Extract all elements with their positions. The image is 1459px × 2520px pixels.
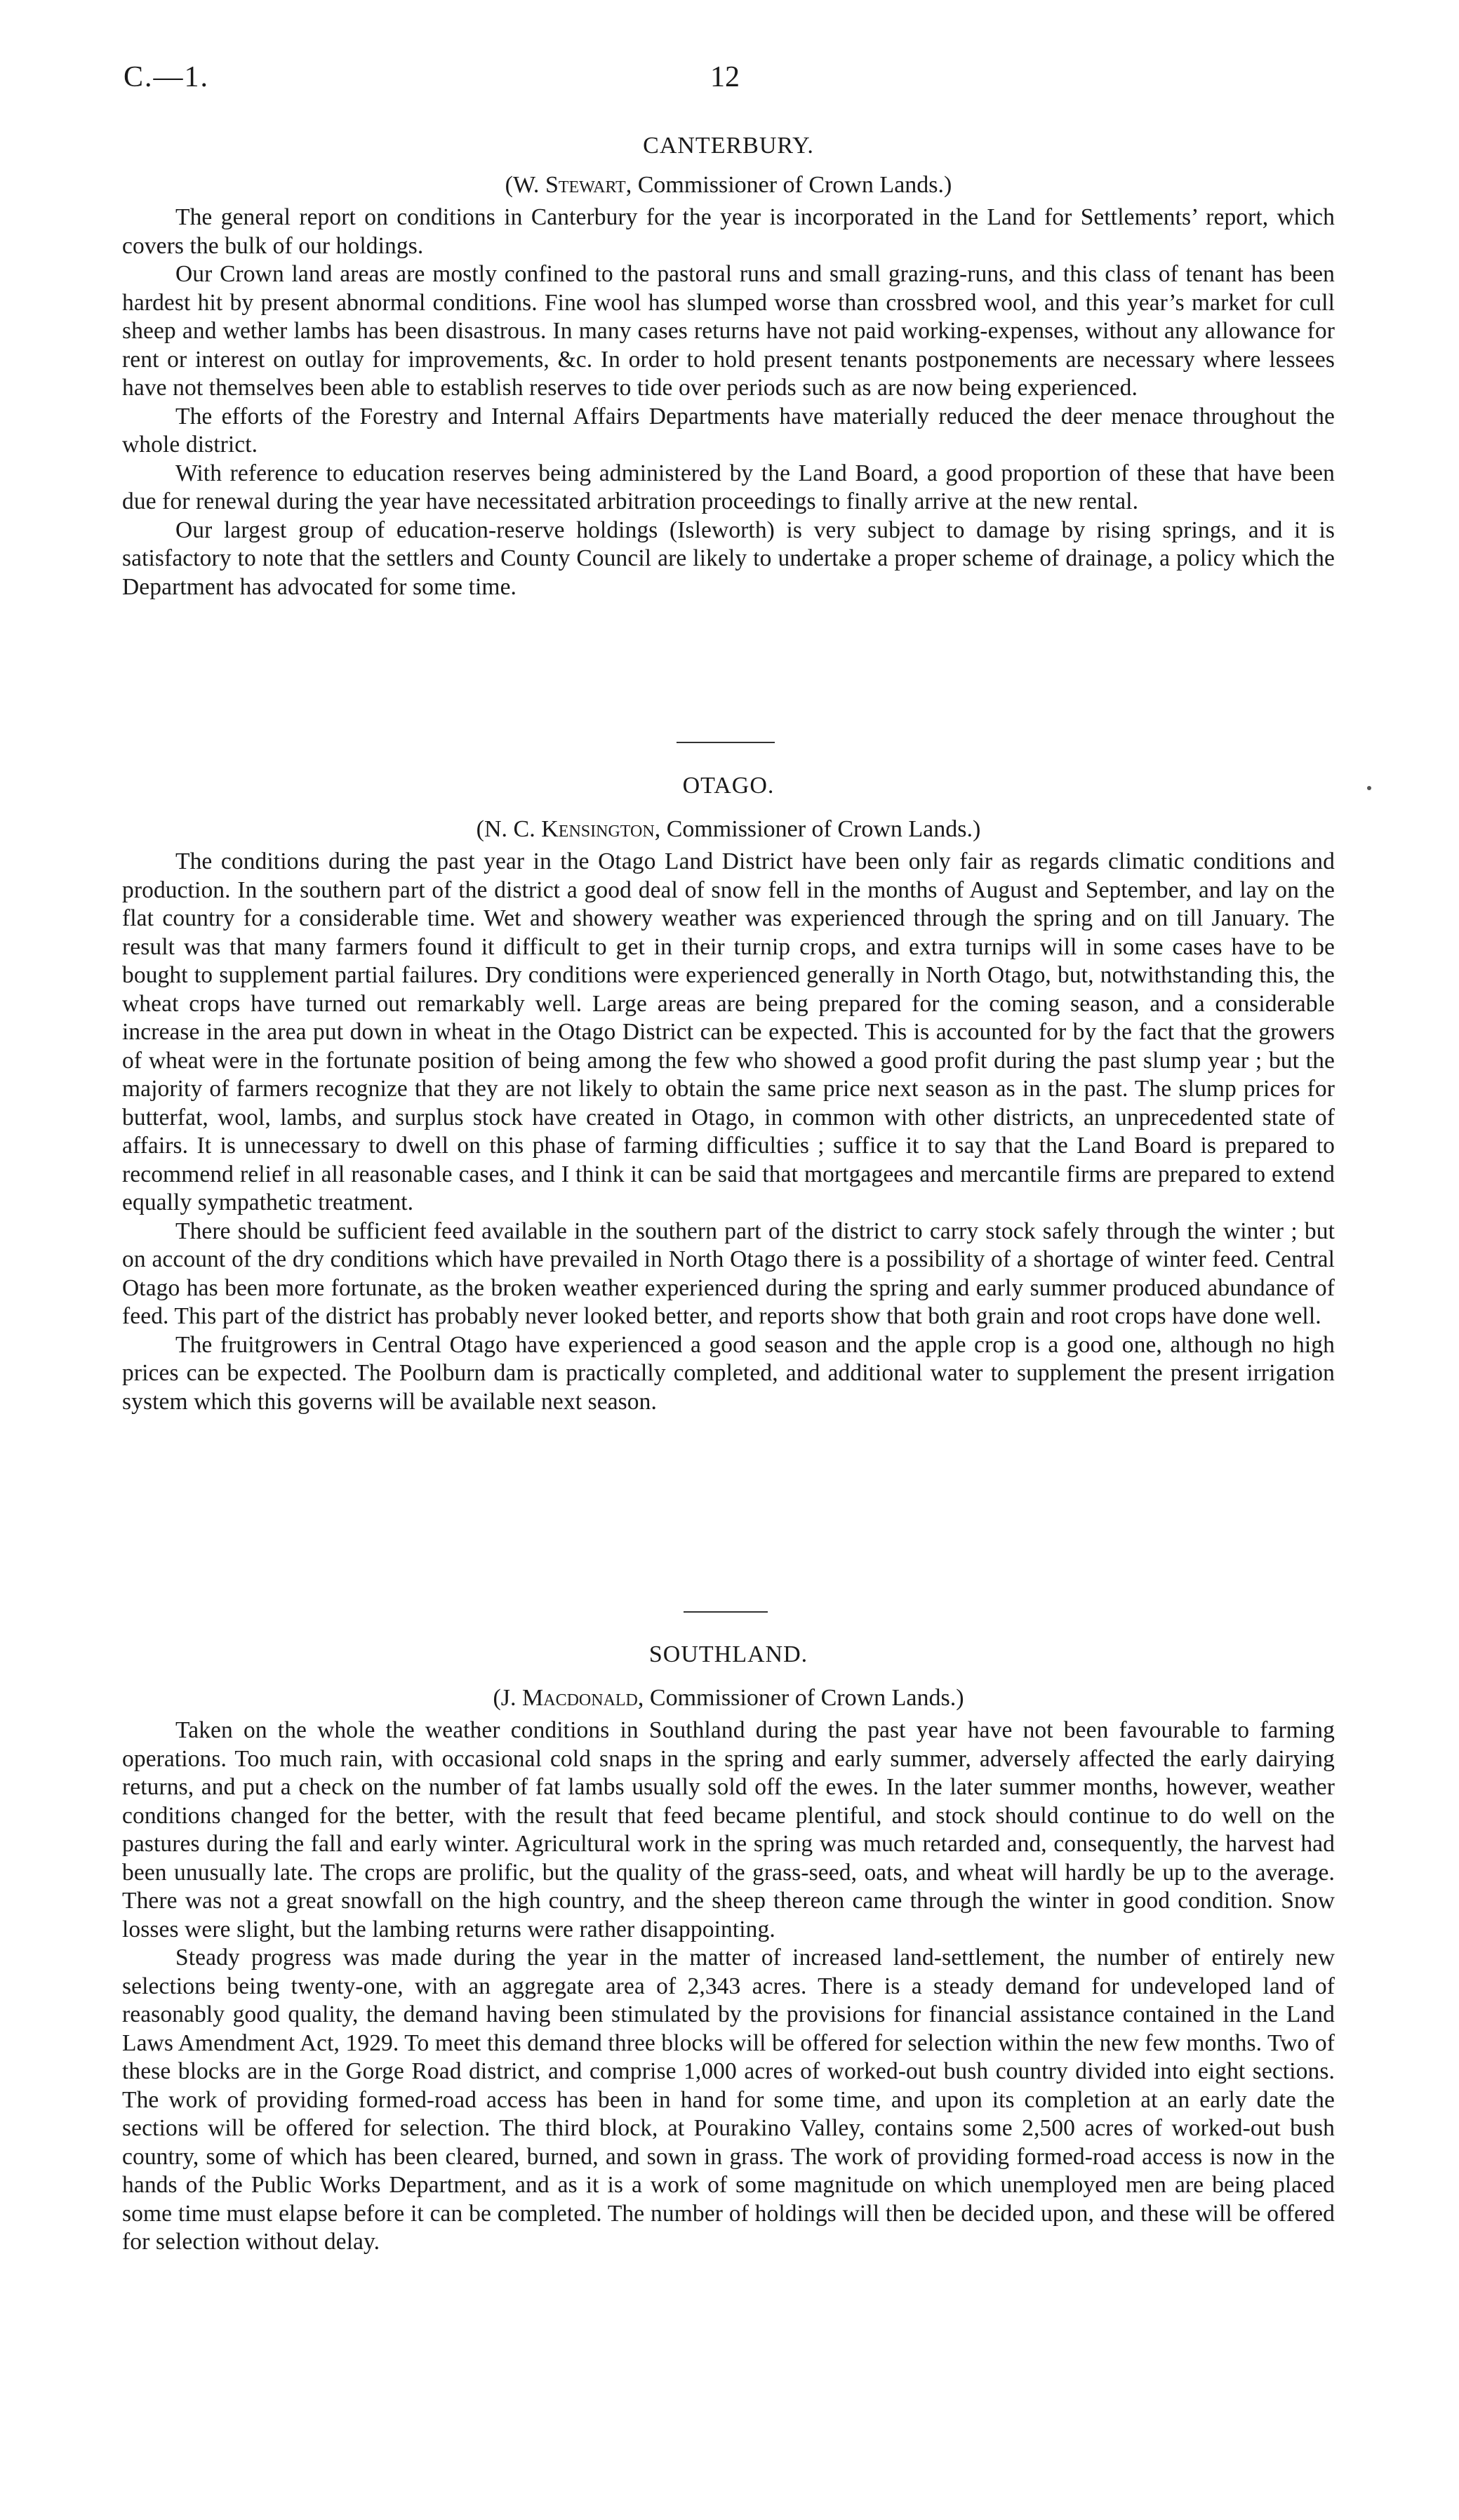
commissioner-line-southland xyxy=(122,1683,1335,1714)
commissioner-open: (N. C. xyxy=(476,816,542,842)
paragraph: Our largest group of education-reserve holdings (Isleworth) is very subject to damage by rising springs, and it is satisfactory to note that the settlers and County Council are likely to undertake a proper scheme of drainage, a policy which the Department has advocated for some time. xyxy=(122,516,1335,600)
paragraph: The general report on conditions in Canterbury for the year is incorporated in the Land for Settlements’ report, which covers the bulk of our holdings. xyxy=(122,204,1335,259)
commissioner-line-canterbury xyxy=(122,170,1335,201)
commissioner-open: (J. xyxy=(493,1685,522,1711)
paragraph: There should be sufficient feed available in the southern part of the district to carry stock safely through the winter ; but on account of the dry conditions which have prevailed in North Otago there is a possibility of a shortage of winter feed. Central Otago has been more fortunate, as the broken weather experienced during the spring and early summer produced abundance of feed. This part of the district has probably never looked better, and reports show that both grain and root crops have done well. xyxy=(122,1218,1335,1329)
paragraph: The efforts of the Forestry and Internal Affairs Departments have materially reduced the deer menace throughout the whole district. xyxy=(122,403,1335,458)
page-number: 12 xyxy=(710,61,740,93)
paragraph: Our Crown land areas are mostly confined to the pastoral runs and small grazing-runs, and this class of tenant has been hardest hit by present abnormal conditions. Fine wool has slumped worse than crossbred wool, and this year’s market for cull sheep and wether lambs has been disastrous. In many cases returns have not paid working-expenses, without any allowance for rent or interest on outlay for improvements, &c. In order to hold present tenants postponements are necessary where lessees have not themselves been able to establish reserves to tide over periods such as are now being experienced. xyxy=(122,261,1335,401)
commissioner-name: Stewart xyxy=(545,172,626,198)
paragraph: With reference to education reserves being administered by the Land Board, a good proportion of these that have been due for renewal during the year have necessitated arbitration proceedings to finally arrive at the new rental. xyxy=(122,460,1335,514)
section-divider xyxy=(677,742,775,743)
commissioner-line-otago xyxy=(122,814,1335,845)
commissioner-name: Kensington xyxy=(541,816,655,842)
section-title-canterbury: CANTERBURY. xyxy=(643,133,814,159)
paragraph: Taken on the whole the weather conditions in Southland during the past year have not been favourable to farming operations. Too much rain, with occasional cold snaps in the spring and early summer, adversely affected the early dairying returns, and put a check on the number of fat lambs usually sold off the ewes. In the later summer months, however, weather conditions changed for the better, with the result that feed became plentiful, and stock should continue to do well on the pastures during the fall and early winter. Agricultural work in the spring was much retarded and, consequently, the harvest had been unusually late. The crops are prolific, but the quality of the grass-seed, oats, and wheat will hardly be up to the average. There was not a great snowfall on the high country, and the sheep thereon came through the winter in good condition. Snow losses were slight, but the lambing returns were rather disappointing. xyxy=(122,1717,1335,1942)
southland-section xyxy=(122,1639,1335,2257)
paragraph: The conditions during the past year in the Otago Land District have been only fair as regards climatic conditions and production. In the southern part of the district a good deal of snow fell in the months of August and September, and lay on the flat country for a considerable time. Wet and showery weather was experienced through the spring and on till January. The result was that many farmers found it difficult to get in their turnip crops, and extra turnips will in some cases have to be bought to supplement partial failures. Dry conditions were experienced generally in North Otago, but, notwithstanding this, the wheat crops have turned out remarkably well. Large areas are being prepared for the coming season, and a considerable increase in the area put down in wheat in the Otago District can be expected. This is accounted for by the fact that the growers of wheat were in the fortunate position of being among the few who showed a good profit during the past slump year ; but the majority of farmers recognize that they are not likely to obtain the same price next season as in the past. The slump prices for butterfat, wool, lambs, and surplus stock have created in Otago, in common with other districts, an unprecedented state of affairs. It is unnecessary to dwell on this phase of farming difficulties ; suffice it to say that the Land Board is prepared to recommend relief in all reasonable cases, and I think it can be said that mortgagees and mercantile firms are prepared to extend equally sympathetic treatment. xyxy=(122,848,1335,1215)
commissioner-role: , Commissioner of Crown Lands.) xyxy=(625,172,952,198)
series-reference: C.—1. xyxy=(124,61,210,93)
commissioner-role: , Commissioner of Crown Lands.) xyxy=(654,816,981,842)
margin-mark xyxy=(1367,786,1371,790)
section-title-otago: OTAGO. xyxy=(682,773,775,799)
commissioner-name: Macdonald xyxy=(522,1685,638,1711)
commissioner-open: (W. xyxy=(505,172,545,198)
section-title-southland: SOUTHLAND. xyxy=(648,1641,808,1667)
paragraph: The fruitgrowers in Central Otago have experienced a good season and the apple crop is a good one, although no high prices can be expected. The Poolburn dam is practically completed, and additional water to supplement the present irrigation system which this governs will be available next season. xyxy=(122,1331,1335,1415)
section-divider xyxy=(684,1611,768,1613)
paragraph: Steady progress was made during the year in the matter of increased land-settlement, the number of entirely new selections being twenty-one, with an aggregate area of 2,343 acres. There is a steady demand for undeveloped land of reasonably good quality, the demand having been stimulated by the provisions for financial assistance contained in the Land Laws Amendment Act, 1929. To meet this demand three blocks will be offered for selection within the new few months. Two of these blocks are in the Gorge Road district, and comprise 1,000 acres of worked-out bush country divided into eight sections. The work of providing formed-road access has been in hand for some time, and upon its completion at an early date the sections will be offered for selection. The third block, at Pourakino Valley, contains some 2,500 acres of worked-out bush country, some of which has been cleared, burned, and sown in grass. The work of providing formed-road access is now in the hands of the Public Works Department, and as it is a work of some magnitude on which unemployed men are being placed some time must elapse before it can be completed. The number of holdings will then be decided upon, and these will be offered for selection without delay. xyxy=(122,1945,1335,2255)
canterbury-section xyxy=(122,131,1335,601)
otago-section xyxy=(122,771,1335,1416)
commissioner-role: , Commissioner of Crown Lands.) xyxy=(637,1685,964,1711)
